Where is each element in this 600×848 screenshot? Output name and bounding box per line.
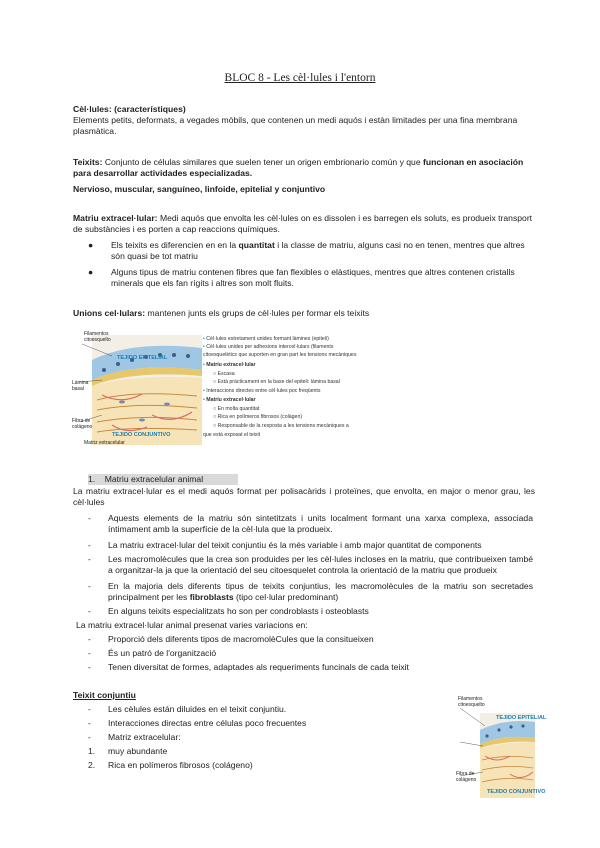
fig1-label-basal: Lámina basal	[72, 380, 89, 392]
cells-text: Elements petits, deformats, a vegades mòbils, que contenen un medi aquós i estàn limitades per una fina membrana plasmàtica.	[73, 115, 518, 137]
fig2-label-collagen: Fibra de colágeno	[456, 771, 477, 783]
section-1-heading: 1. Matriu extracelular animal	[88, 474, 204, 484]
connective-heading: Teixit conjuntiu	[73, 690, 136, 700]
tissues-paragraph: Teixits: Conjunto de células similares que suelen tener un origen embrionario común y que funcionan en asociación para desarrollar actividades especializadas.	[73, 157, 524, 179]
cells-heading: Cèl·lules: (característiques)	[73, 104, 186, 114]
fig1-label-filaments: Filamentos citoesquelto	[84, 331, 111, 343]
tissue-types: Nervioso, muscular, sanguíneo, linfoide, epitelial y conjuntivo	[73, 184, 326, 194]
unions-paragraph: Unions cel·lulars: mantenen junts els grups de cèl·lules per formar els teixits	[73, 308, 370, 318]
ecm-paragraph: Matriu extracel·lular: Medi aquós que envolta les cèl·lules on es dissolen i es barregen els soluts, es produeix transport de substàncies i es porten a cap reaccions químiques.	[73, 213, 533, 235]
fig1-label-ecm: Matriz extracelular	[84, 440, 125, 446]
fig2-label-epithelial: TEJIDO EPITELIAL	[496, 715, 547, 721]
fig1-label-connective: TEJIDO CONJUNTIVO	[112, 432, 171, 438]
document-page: BLOC 8 - Les cèl·lules i l'entorn Cèl·lules: (característiques) Elements petits, deformats, a vegades mòbils, que contenen un medi aquós i estàn limitades per una fina membrana plasmàtica. Teixits: Conjunto de células similares que suelen tener un origen embrionario común y que funcionan en asociación para desarrollar actividades especializadas. Nervioso, muscular, sanguíneo, linfoide, epitelial y conjuntivo Matriu extracel·lular: Medi aquós que envolta les cèl·lules on es dissolen i es barregen els soluts, es produeix transport de substàncies i es porten a cap reaccions químiques. ● Els teixits es diferencien en en la quantitat i la classe de matriu, alguns casi no en tenen, mentres que altres són quasi be tot matriu ● Alguns tipus de matriu contenen fibres que fan flexibles o elàstiques, mentres que altres contenen cristalls minerals que els fan rígits i altres son molt fluits. Unions cel·lulars: mantenen junts els grups de cèl·lules per formar els teixits Filamentos citoesquelto TEJIDO EPITELIAL Lámina basal Fibra de colágeno TEJIDO CONJUNTIVO Matriz extracelular • Cèl·lules estretament unides formant làmines (epiteli) • Cèl·lules unides per adhesions intercel·lulars (filaments citoesquelètics que suporten en gran part les tensions mecàniques • Matriu extracel·lular ○ Escasa ○ Està pràcticament en la base del epiteli: lámina basal • Interaccions directes entre cèl·lules poc freqüents • Matriu extracel·lular ○ En molta quantitat ○ Rica en polímeros fibrosos (colàgen) ○ Responsable de la resposta a les tensions mecàniques a que està exposat el teixit 1. Matriu extracelular animal La matriu extracel·lular es el medi aquós format per polisacàrids i proteïnes, que envolta, en major o menor grau, les cèl·lules - Aquests elements de la matriu són sintetitzats i units localment formant una xarxa complexa, associada íntimament amb la superfície de la cèl·lula que la produeix. - La matriu extracel·lular del teixit conjuntiu és la més variable i amb major quantitat de components - Les macromolècules que la crea son produides per les cèl·lules incloses en la matriu, que contribueixen també a organitzar-la ja que la orientació del seu citoesquelet controla la orientació de la matriu que produeix - En la majoria dels diferents tipus de teixits conjuntius, les macromolècules de la matriu son secretades principalment per les fibroblasts (tipo cel·lular predominant) - En alguns teixits especialitzats ho son per condroblasts i osteoblasts La matriu extracel·lular animal presenat varies variacions en: - Proporció dels diferents tipos de macromolèCules que la consitueixen - És un patró de l'organització - Tenen diversitat de formes, adaptades als requeriments funcinals de cada teixit Teixit conjuntiu - Les cèlules están diluides en el teixit conjuntiu. - Interacciones directas entre células poco frecuentes - Matriz extracelular: 1. muy abundante 2. Rica en polímeros fibrosos (colágeno) Filamentos citoesquelto TEJIDO EPITELIAL Fibra de colágeno TEJIDO CONJUNTIVO	[0, 0, 600, 848]
fig1-label-collagen: Fibra de colágeno	[72, 418, 93, 430]
fig2-label-connective: TEJIDO CONJUNTIVO	[487, 789, 546, 795]
fig1-list: • Cèl·lules estretament unides formant làmines (epiteli) • Cèl·lules unides per adhesions intercel·lulars (filaments citoesquelètics que suporten en gran part les tensions mecàniques • Matriu extracel·lular ○ Escasa ○ Està pràcticament en la base del epiteli: lámina basal • Interaccions directes entre cèl·lules poc freqüents • Matriu extracel·lular ○ En molta quantitat ○ Rica en polímeros fibrosos (colàgen) ○ Responsable de la resposta a les tensions mecàniques a que està exposat el teixit	[203, 336, 357, 438]
fig2-label-filaments: Filamentos citoesquelto	[458, 696, 485, 708]
page-title: BLOC 8 - Les cèl·lules i l'entorn	[224, 72, 376, 84]
variations-intro: La matriu extracel·lular animal presenat varies variacions en:	[76, 620, 308, 630]
section-1-intro: La matriu extracel·lular es el medi aquós format per polisacàrids i proteïnes, que envolta, en major o menor grau, les cèl·lules	[73, 486, 535, 508]
fig1-label-epithelial: TEJIDO EPITELIAL	[117, 355, 168, 361]
